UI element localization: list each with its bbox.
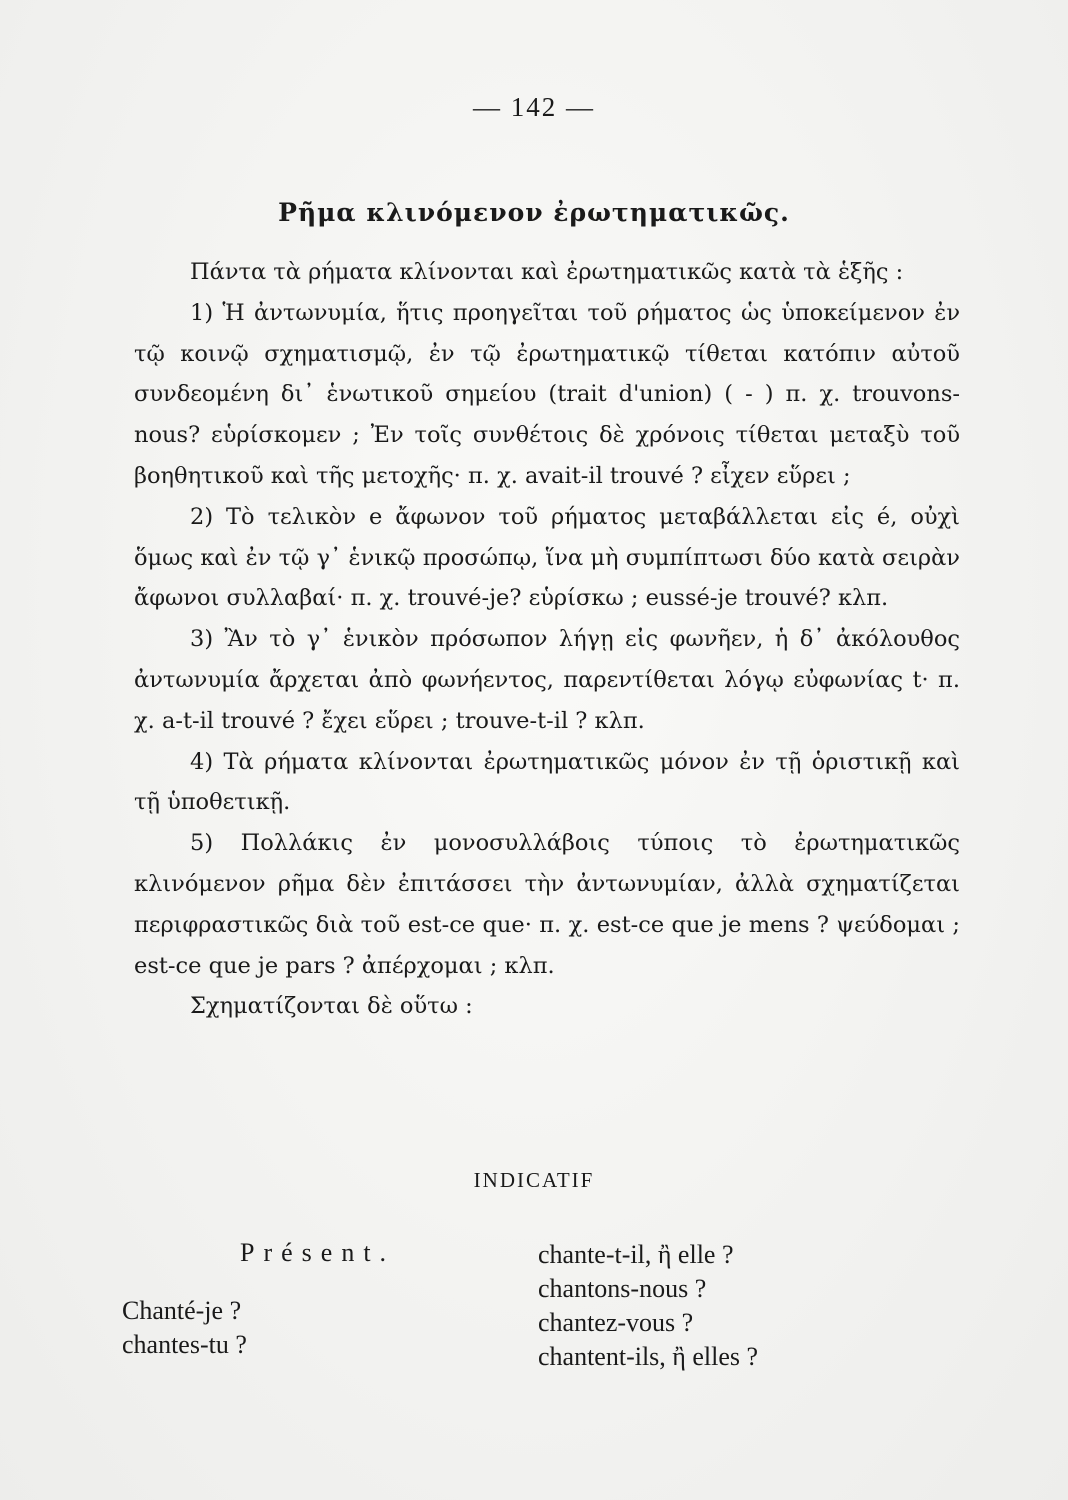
- paragraph-rule-2: 2) Τὸ τελικὸν e ἄφωνον τοῦ ρήματος μεταβάλλεται εἰς é, οὐχὶ ὅμως καὶ ἐν τῷ γ᾽ ἑνικῷ προσώπῳ, ἵνα μὴ συμπίπτωσι δύο κατὰ σειρὰν ἄφωνοι συλλαβαί· π. χ. trouvé-je? εὑρίσκω ; eussé-je trouvé? κλπ.: [134, 503, 960, 612]
- conjugation-form: chantons-nous ?: [538, 1274, 707, 1303]
- page-number: — 142 —: [473, 92, 595, 122]
- paragraph-formation: Σχηματίζονται δὲ οὕτω :: [190, 993, 473, 1020]
- conjugation-right-column: [538, 1238, 758, 1374]
- tense-label: Présent.: [240, 1238, 396, 1267]
- paragraph-rule-1: 1) Ἡ ἀντωνυμία, ἥτις προηγεῖται τοῦ ρήματος ὡς ὑποκείμενον ἐν τῷ κοινῷ σχηματισμῷ, ἐν τῷ ἐρωτηματικῷ τίθεται κατόπιν αὐτοῦ συνδεομένη δι᾽ ἑνωτικοῦ σημείου (trait d'union) ( - ) π. χ. trouvons-nous? εὑρίσκομεν ; Ἐν τοῖς συνθέτοις δὲ χρόνοις τίθεται μεταξὺ τοῦ βοηθητικοῦ καὶ τῆς μετοχῆς· π. χ. avait-il trouvé ? εἶχεν εὕρει ;: [134, 299, 960, 489]
- conjugation-left-column: [122, 1294, 247, 1362]
- conjugation-form: Chanté-je ?: [122, 1296, 242, 1325]
- paragraph-rule-3: 3) Ἂν τὸ γ᾽ ἑνικὸν πρόσωπον λήγῃ εἰς φωνῆεν, ἡ δ᾽ ἀκόλουθος ἀντωνυμία ἄρχεται ἀπὸ φωνήεντος, παρεντίθεται λόγῳ εὐφωνίας t· π. χ. a-t-il trouvé ? ἔχει εὕρει ; trouve-t-il ? κλπ.: [134, 626, 960, 734]
- section-heading: Ρῆμα κλινόμενον ἐρωτηματικῶς.: [278, 198, 790, 227]
- conjugation-form: chantez-vous ?: [538, 1308, 694, 1337]
- paragraph-rule-4: 4) Τὰ ρήματα κλίνονται ἐρωτηματικῶς μόνον ἐν τῇ ὁριστικῇ καὶ τῇ ὑποθετικῇ.: [134, 748, 960, 816]
- body-text: [134, 252, 960, 1027]
- conjugation-form: chantent-ils, ἢ elles ?: [538, 1342, 759, 1371]
- paragraph-rule-5: 5) Πολλάκις ἐν μονοσυλλάβοις τύποις τὸ ἐρωτηματικῶς κλινόμενον ρῆμα δὲν ἐπιτάσσει τὴν ἀντωνυμίαν, ἀλλὰ σχηματίζεται περιφραστικῶς διὰ τοῦ est-ce que· π. χ. est-ce que je mens ? ψεύδομαι ; est-ce que je pars ? ἀπέρχομαι ; κλπ.: [134, 830, 960, 979]
- mood-title: INDICATIF: [473, 1168, 595, 1192]
- conjugation-form: chantes-tu ?: [122, 1330, 247, 1359]
- conjugation-form: chante-t-il, ἢ elle ?: [538, 1240, 734, 1269]
- paragraph-intro: Πάντα τὰ ρήματα κλίνονται καὶ ἐρωτηματικῶς κατὰ τὰ ἑξῆς :: [190, 259, 904, 285]
